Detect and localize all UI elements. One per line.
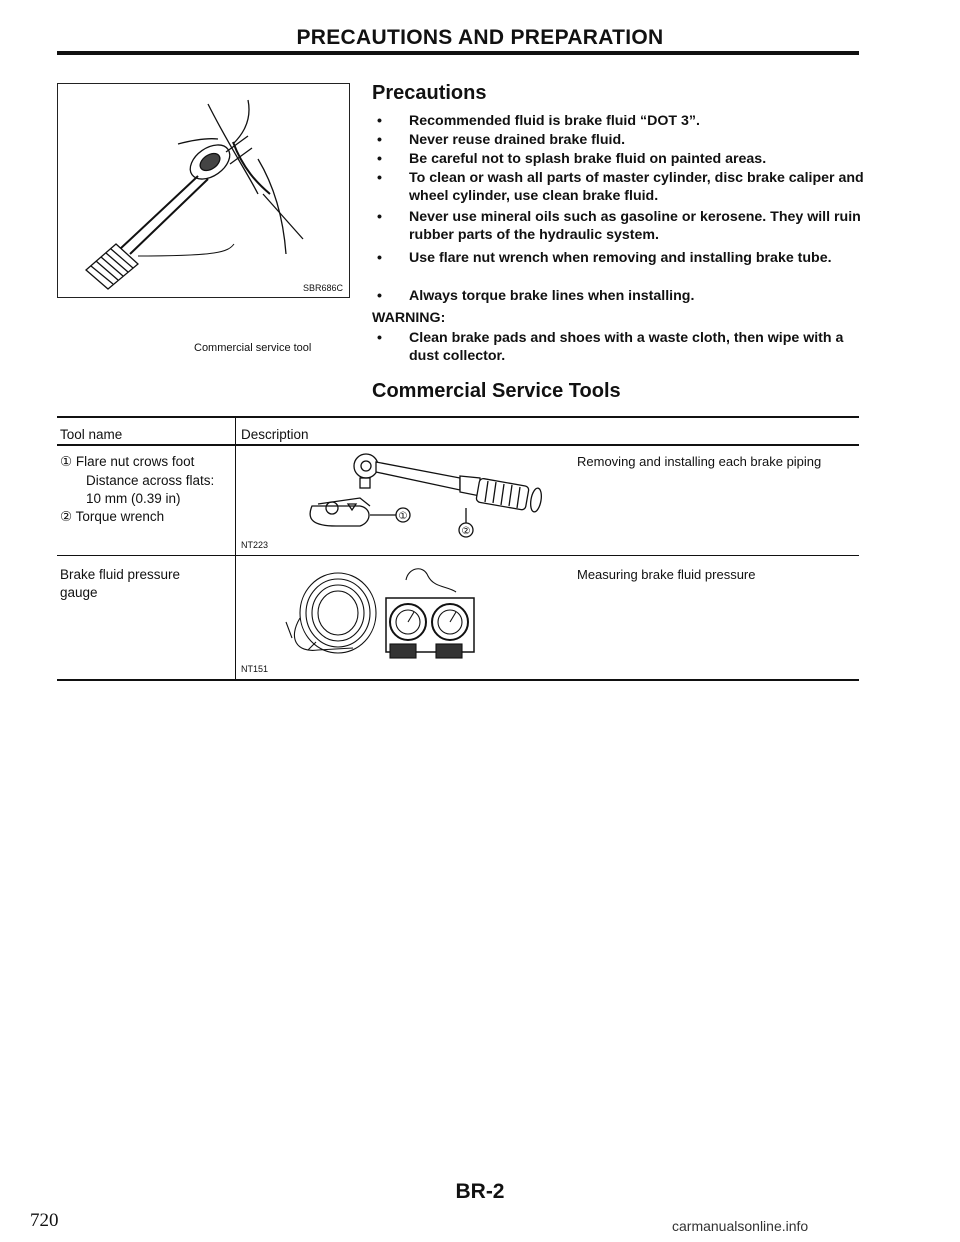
warning-label: WARNING: [372,310,446,326]
column-header-tool-name: Tool name [60,427,123,442]
bullet: • [377,132,382,148]
flare-nut-wrench-illustration [58,84,351,299]
bullet: • [377,250,382,266]
tool-name-line: 10 mm (0.39 in) [86,491,181,506]
brake-fluid-pressure-gauge-image [278,558,488,668]
bullet: • [377,288,382,304]
table-column-divider [235,418,236,680]
bullet: • [377,170,382,186]
table-row-rule [57,555,859,556]
tool-name-line: Distance across flats: [86,473,215,488]
watermark: carmanualsonline.info [672,1218,809,1234]
image-code: NT151 [241,664,269,674]
tool-name-line: gauge [60,585,98,600]
flare-nut-torque-wrench-image [300,448,560,548]
callout-1: ① [398,511,408,522]
table-top-rule [57,416,859,418]
image-code: NT223 [241,540,269,550]
bullet: • [377,151,382,167]
page-number: BR-2 [455,1180,505,1203]
figure-caption: Commercial service tool [194,342,312,354]
tool-name-line: ① Flare nut crows foot [60,454,195,469]
bullet: • [377,209,382,225]
title-rule [57,51,859,55]
tool-description: Measuring brake fluid pressure [577,567,756,582]
page-title: PRECAUTIONS AND PREPARATION [296,26,664,49]
tool-name-line: ② Torque wrench [60,509,165,524]
precautions-heading: Precautions [372,82,487,104]
callout-2: ② [461,526,471,537]
page-index: 720 [30,1210,59,1231]
table-bottom-rule [57,679,859,681]
tool-name-line: Brake fluid pressure [60,567,181,582]
service-tool-figure [57,83,350,354]
bullet: • [377,113,382,129]
figure-code: SBR686C [302,283,343,293]
column-header-description: Description [241,427,309,442]
service-tools-heading: Commercial Service Tools [372,380,621,402]
tool-description: Removing and installing each brake piping [577,454,822,469]
table-header-rule [57,444,859,446]
bullet: • [377,330,382,346]
